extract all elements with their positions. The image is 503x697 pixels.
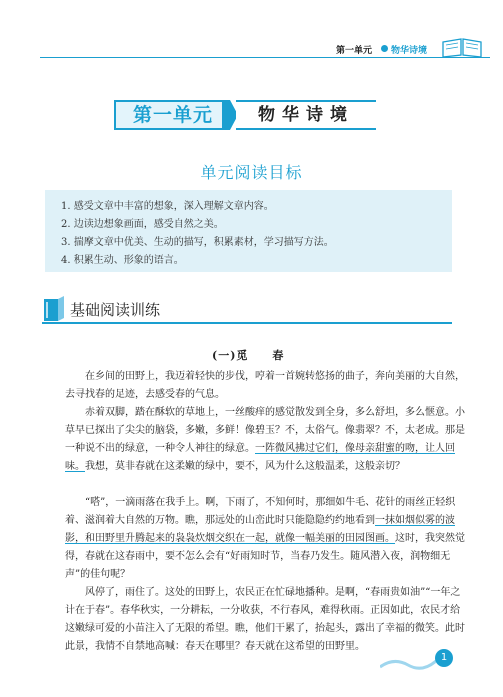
unit-banner-text: 第一单元 [132,104,213,126]
article-paragraph-2 [65,404,465,476]
goal-item: 4. 积累生动、形象的语言。 [61,255,184,266]
unit-banner-label [114,100,230,130]
page-header [0,0,503,66]
page-number: 1 [435,649,453,667]
open-book-icon [441,36,483,58]
header-divider [40,57,490,58]
unit-banner-theme-text: 物华诗境 [258,105,354,125]
article-paragraph-1 [65,368,465,404]
section-divider [42,322,452,324]
article-title: (一)觅 春 [212,349,285,362]
paragraph-text: 我想，莫非春就在这柔嫩的绿中，要不，风为什么这般温柔，这般亲切？ [85,461,405,472]
underlined-sentence: 一抹如烟似雾的波影，和田野里升腾起来的袅袅炊烟交织在一起，就像一幅美丽的田园图画。 [65,515,455,544]
paragraph-text: 在乡间的田野上，我迈着轻快的步伐，哼着一首婉转悠扬的曲子，奔向美丽的大自然，去寻找春的足迹，去感受春的气息。 [65,371,465,400]
section-book-icon [42,295,66,323]
paragraph-text: 风停了，雨住了。这处的田野上，农民正在忙碌地播种。是啊，“春雨贵如油”“一年之计在于春”。春华秋实，一分耕耘，一分收获，不行春风，难得秋雨。正因如此，农民才给这嫩绿可爱的小苗注入了无限的希望。瞧，他们干累了，抬起头，露出了幸福的微笑。此时此景，我情不自禁地高喊：春天在哪里？春天就在这希望的田野里。 [65,587,465,652]
goals-title: 单元阅读目标 [200,163,303,182]
article-paragraph-4 [65,584,465,656]
header-theme-label: 物华诗境 [391,46,428,56]
section-title: 基础阅读训练 [70,301,161,319]
goal-item: 1. 感受文章中丰富的想象，深入理解文章内容。 [61,201,274,212]
paragraph-text: 这时，我突然觉得，春就在这春雨中，要不怎么会有“好雨知时节，当春乃发生。随风潜入夜，润物细无声”的佳句呢？ [65,533,465,580]
underlined-sentence: 一阵微风拂过它们，像母亲甜蜜的吻，让人回味。 [65,443,455,472]
paragraph-text: 赤着双脚，踏在酥软的草地上，一丝酸痒的感觉散发到全身，多么舒坦，多么惬意。小草早已探出了尖尖的脑袋，多嫩，多鲜！像碧玉？不，太俗气。像翡翠？不，太老成。那是一种说不出的绿意，一种令人神往的绿意。 [65,407,465,454]
unit-banner-theme [236,100,376,130]
header-unit-label: 第一单元 [336,46,373,56]
header-dot-icon [381,45,388,52]
goal-item: 3. 揣摩文章中优美、生动的描写，积累素材，学习描写方法。 [61,237,334,248]
paragraph-text: “嗒”，一滴雨落在我手上。啊，下雨了，不知何时，那细如牛毛、花针的雨丝正轻织着、滋润着大自然的万物。瞧，那远处的山峦此时只能隐隐约约地看到 [65,497,456,526]
goal-item: 2. 边读边想象画面，感受自然之美。 [61,219,224,230]
footer-wave-icon [380,655,436,671]
goals-box [45,190,452,272]
article-paragraph-3 [65,494,465,584]
